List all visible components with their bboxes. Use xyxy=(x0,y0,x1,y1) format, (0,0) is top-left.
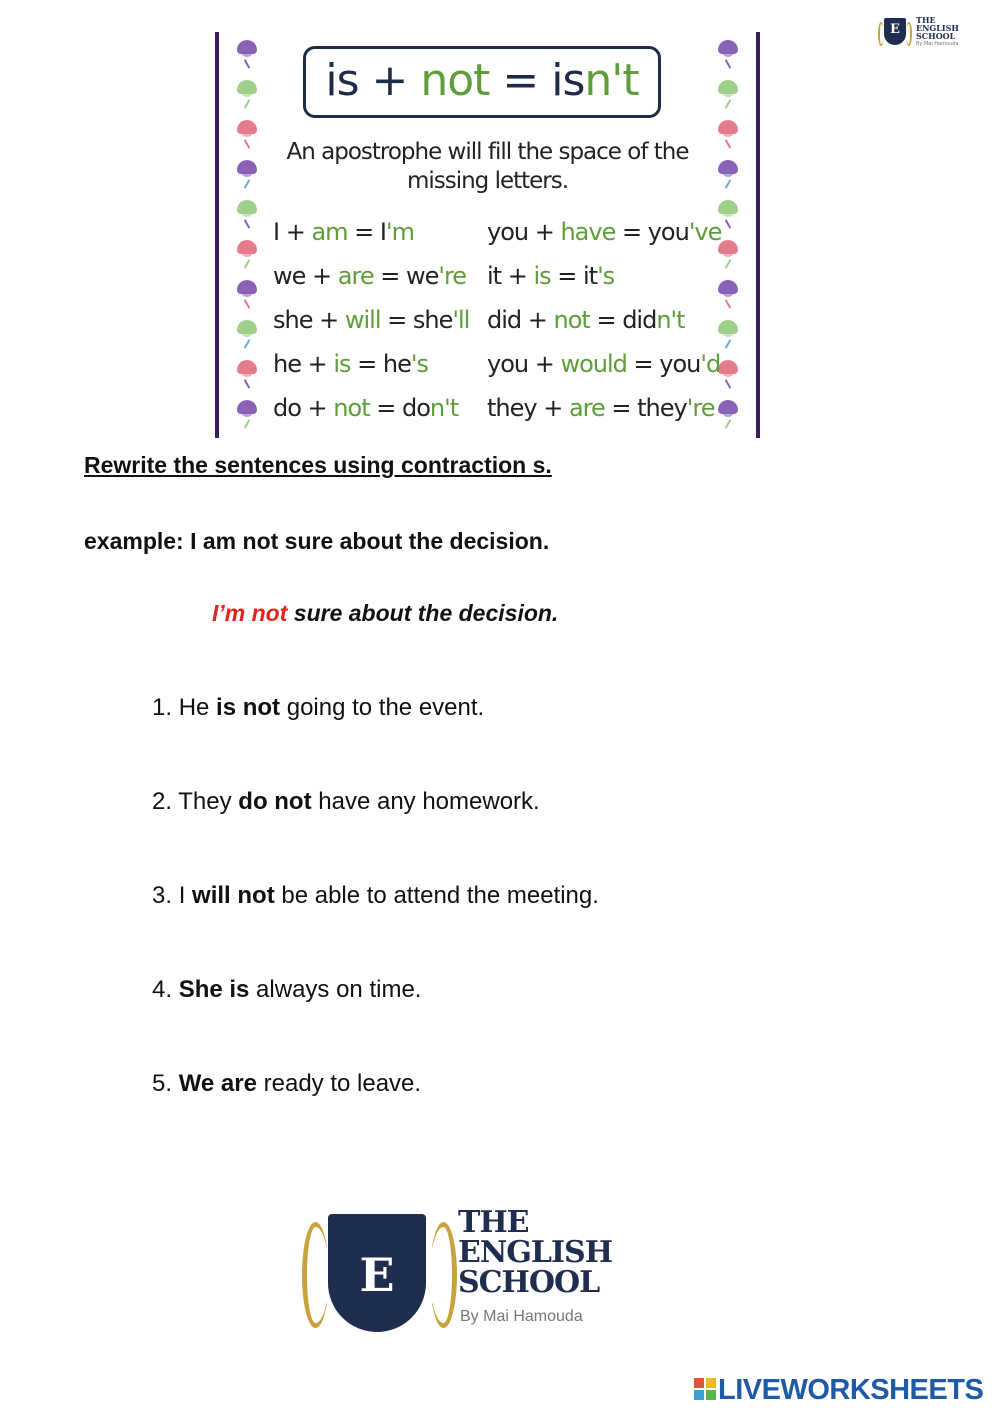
poster-caption: An apostrophe will fill the space of the missing letters. xyxy=(286,139,689,194)
contraction-example: you + have = you've xyxy=(487,218,722,246)
laurel-icon xyxy=(906,22,912,46)
sprinkle-icon xyxy=(725,139,732,149)
school-logo xyxy=(296,1205,636,1338)
sprinkle-icon xyxy=(244,259,251,269)
question-3: 3. I will not be able to attend the meeting. xyxy=(152,882,599,909)
sprinkle-icon xyxy=(244,219,251,229)
ice-cream-icon xyxy=(718,280,738,294)
ice-cream-icon xyxy=(237,240,257,254)
laurel-icon xyxy=(302,1222,329,1328)
answer-contraction: I’m not xyxy=(212,600,288,626)
ice-cream-icon xyxy=(718,80,738,94)
contraction-example: I + am = I'm xyxy=(273,218,414,246)
poster-title: is + not = isn't xyxy=(303,46,661,118)
contraction-example: did + not = didn't xyxy=(487,306,685,334)
sprinkle-icon xyxy=(725,339,732,349)
sprinkle-icon xyxy=(725,419,732,429)
ice-cream-icon xyxy=(237,320,257,334)
sprinkle-icon xyxy=(244,59,251,69)
ice-cream-icon xyxy=(237,360,257,374)
school-name-small: THE ENGLISH SCHOOL xyxy=(916,15,959,41)
poster-frame-right xyxy=(756,32,760,438)
ice-cream-icon xyxy=(718,200,738,214)
sprinkle-icon xyxy=(725,259,732,269)
ice-cream-icon xyxy=(718,320,738,334)
sprinkle-icon xyxy=(725,179,732,189)
shield-icon: E xyxy=(884,18,906,45)
sprinkle-icon xyxy=(244,419,251,429)
shield-icon: E xyxy=(328,1214,426,1332)
sprinkle-icon xyxy=(244,299,251,309)
ice-cream-icon xyxy=(718,40,738,54)
question-5: 5. We are ready to leave. xyxy=(152,1070,422,1097)
ice-cream-icon xyxy=(237,400,257,414)
contraction-example: it + is = it's xyxy=(487,262,615,290)
answer-rest: sure about the decision. xyxy=(287,600,559,626)
contraction-example: he + is = he's xyxy=(273,350,428,378)
sprinkle-icon xyxy=(725,59,732,69)
sprinkle-icon xyxy=(725,99,732,109)
ice-cream-icon xyxy=(237,280,257,294)
ice-cream-icon xyxy=(237,80,257,94)
sprinkle-icon xyxy=(244,379,251,389)
contraction-example: do + not = don't xyxy=(273,394,459,422)
sprinkle-icon xyxy=(244,339,251,349)
ice-cream-icon xyxy=(237,200,257,214)
laurel-icon xyxy=(430,1222,457,1328)
example-sentence: example: I am not sure about the decision. xyxy=(84,528,550,554)
ice-cream-icon xyxy=(718,360,738,374)
ice-cream-icon xyxy=(237,40,257,54)
question-1: 1. He is not going to the event. xyxy=(152,694,485,721)
contraction-example: she + will = she'll xyxy=(273,306,470,334)
liveworksheets-wordmark: LIVEWORKSHEETS xyxy=(718,1374,984,1406)
sprinkle-icon xyxy=(725,299,732,309)
school-name: THE ENGLISH SCHOOL xyxy=(458,1205,613,1300)
example-answer xyxy=(212,600,558,627)
question-4: 4. She is always on time. xyxy=(152,976,422,1003)
sprinkle-icon xyxy=(244,99,251,109)
liveworksheets-icon xyxy=(694,1378,716,1400)
contraction-example: you + would = you'd xyxy=(487,350,721,378)
sprinkle-icon xyxy=(244,179,251,189)
school-byline-small: By Mai Hamouda xyxy=(916,41,959,47)
sprinkle-icon xyxy=(725,379,732,389)
ice-cream-icon xyxy=(237,120,257,134)
contraction-example: we + are = we're xyxy=(273,262,467,290)
sprinkle-icon xyxy=(244,139,251,149)
contractions-poster xyxy=(215,32,760,438)
contraction-example: they + are = they're xyxy=(487,394,715,422)
question-2: 2. They do not have any homework. xyxy=(152,788,540,815)
ice-cream-icon xyxy=(237,160,257,174)
sprinkle-icon xyxy=(725,219,732,229)
poster-frame-left xyxy=(215,32,219,438)
school-logo-small xyxy=(876,12,966,52)
ice-cream-icon xyxy=(718,160,738,174)
ice-cream-icon xyxy=(718,120,738,134)
ice-cream-icon xyxy=(718,400,738,414)
instruction-heading: Rewrite the sentences using contraction s. xyxy=(84,452,552,478)
school-byline: By Mai Hamouda xyxy=(460,1308,583,1325)
